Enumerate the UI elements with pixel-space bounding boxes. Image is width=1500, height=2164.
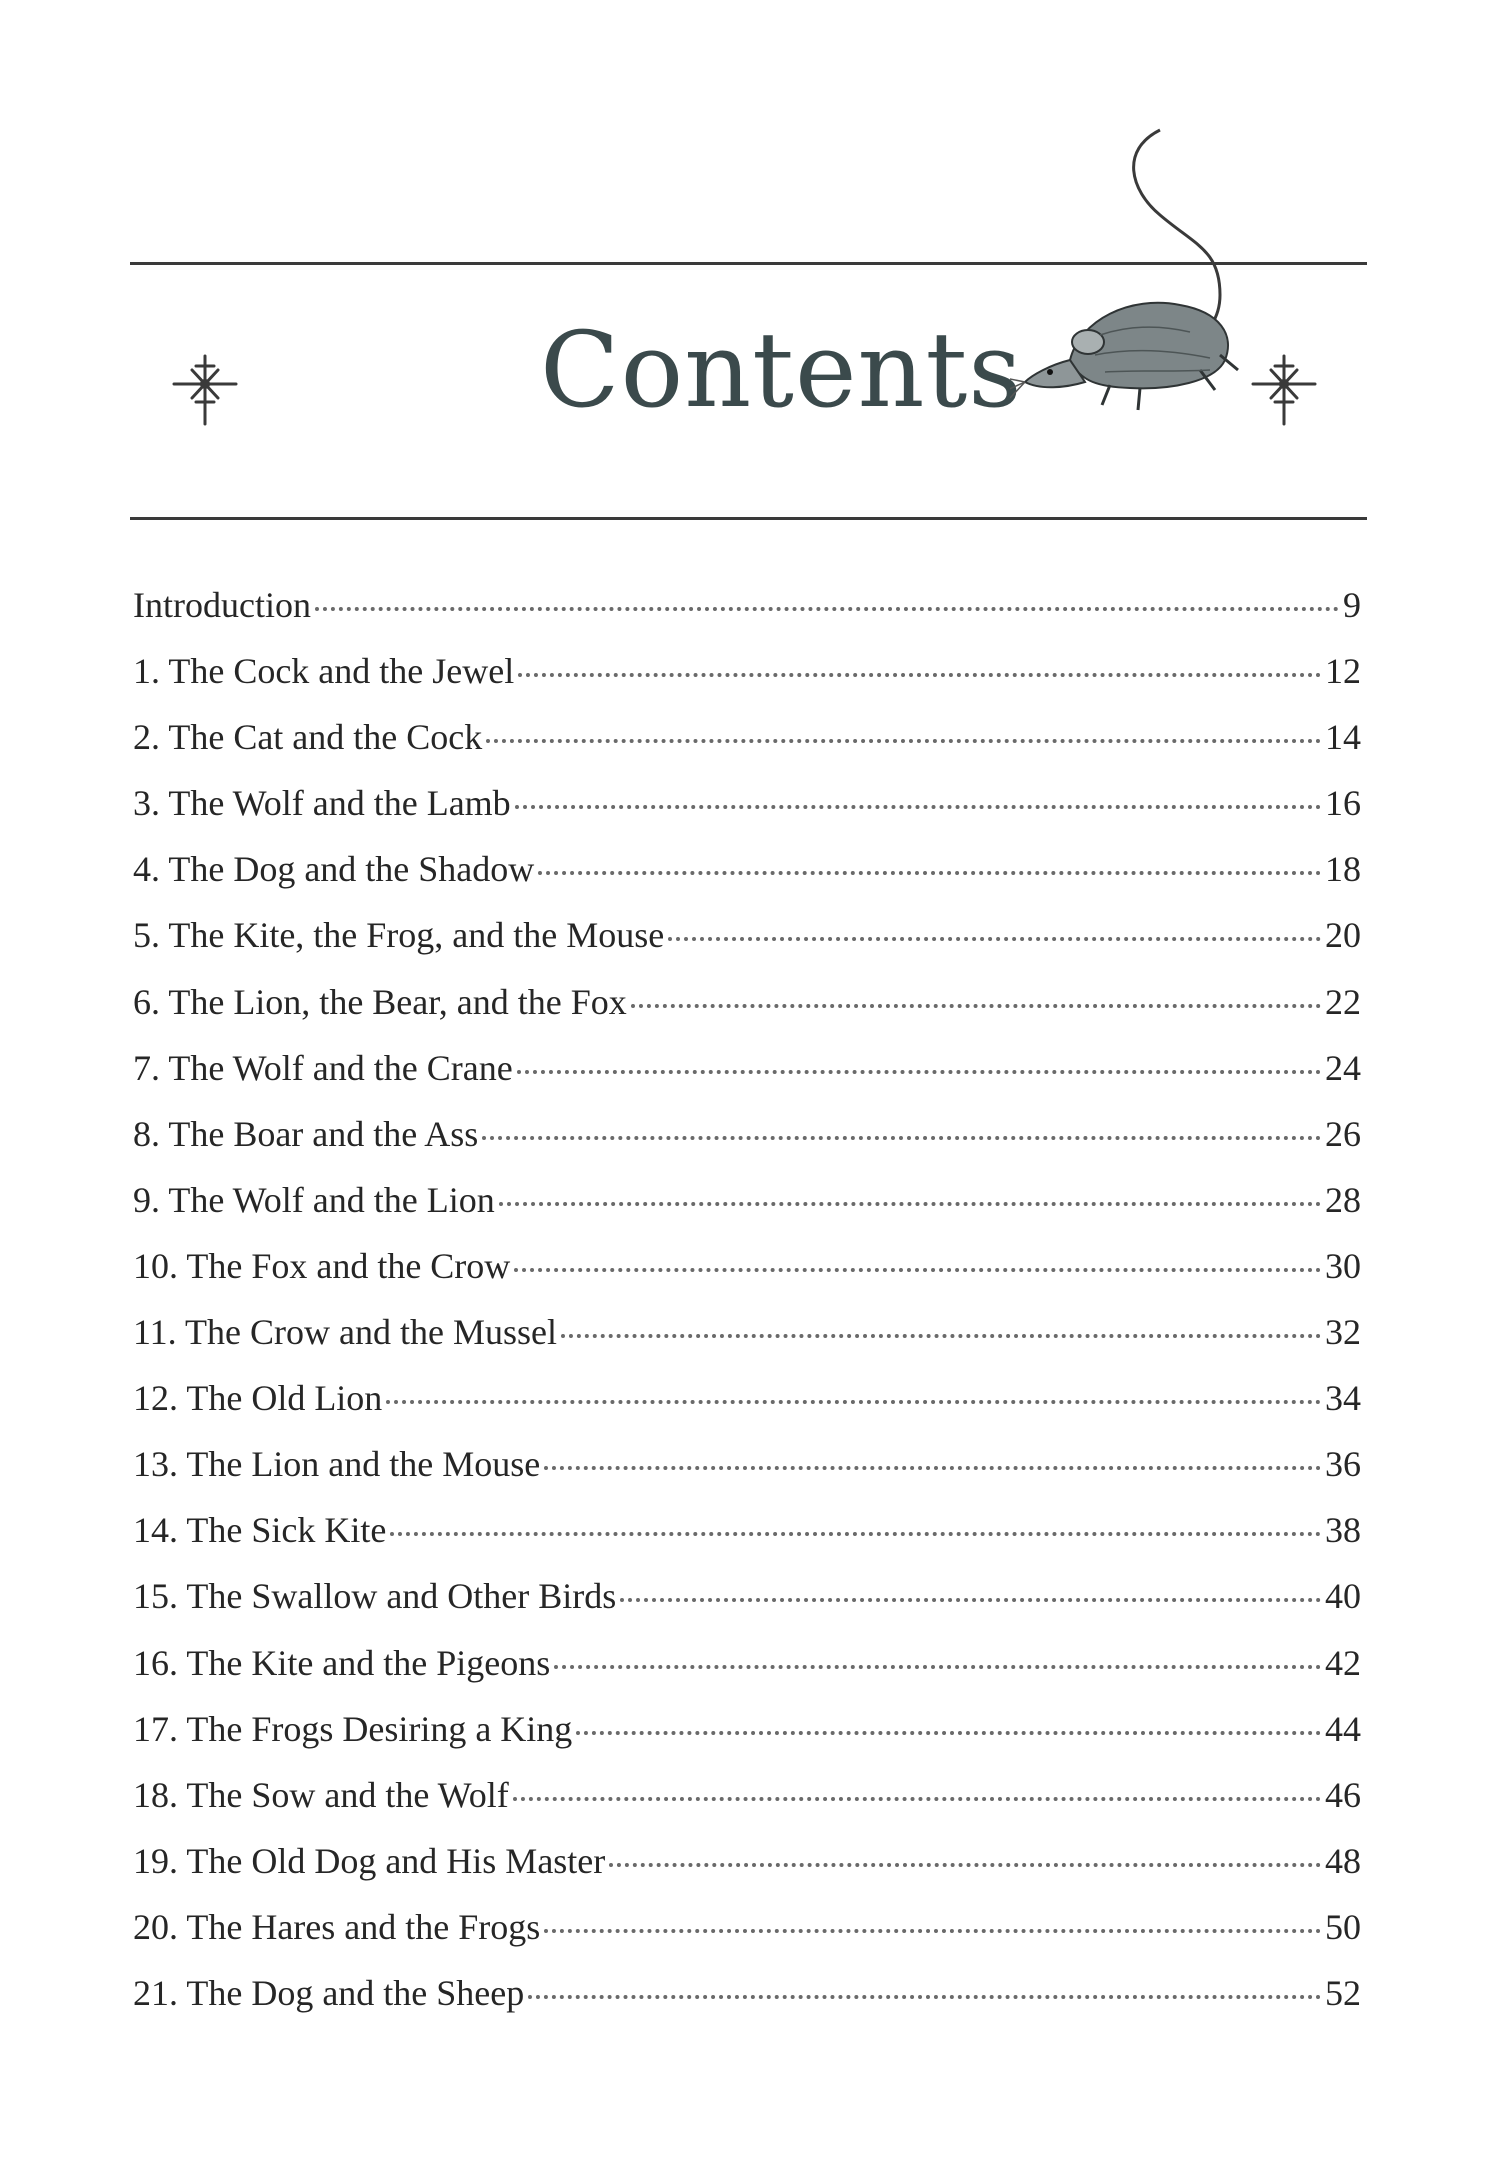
toc-entry-title: 4. The Dog and the Shadow xyxy=(133,849,535,890)
dot-leader xyxy=(515,805,1321,809)
dot-leader xyxy=(576,1731,1321,1735)
dot-leader xyxy=(486,739,1321,743)
toc-entry-title: 2. The Cat and the Cock xyxy=(133,717,483,758)
toc-entry-title: 7. The Wolf and the Crane xyxy=(133,1047,513,1088)
toc-entry[interactable] xyxy=(133,1762,1361,1828)
toc-entry[interactable] xyxy=(133,1101,1361,1167)
toc-entry-page: 50 xyxy=(1325,1906,1361,1947)
toc-entry-page: 18 xyxy=(1325,849,1361,890)
toc-entry[interactable] xyxy=(133,1894,1361,1960)
dot-leader xyxy=(528,1995,1321,1999)
dot-leader xyxy=(386,1400,1321,1404)
dot-leader xyxy=(538,871,1321,875)
toc-entry-title: 5. The Kite, the Frog, and the Mouse xyxy=(133,915,665,956)
toc-entry[interactable] xyxy=(133,1563,1361,1629)
dot-leader xyxy=(315,607,1339,611)
toc-entry-title: 1. The Cock and the Jewel xyxy=(133,651,515,692)
toc-entry-page: 42 xyxy=(1325,1642,1361,1683)
toc-entry[interactable] xyxy=(133,1696,1361,1762)
toc-entry[interactable] xyxy=(133,1497,1361,1563)
toc-entry[interactable] xyxy=(133,1035,1361,1101)
toc-entry[interactable] xyxy=(133,704,1361,770)
toc-entry-title: 8. The Boar and the Ass xyxy=(133,1113,479,1154)
toc-entry[interactable] xyxy=(133,572,1361,638)
dot-leader xyxy=(668,937,1321,941)
page-title: Contents xyxy=(540,309,1023,431)
dot-leader xyxy=(609,1863,1321,1867)
toc-entry[interactable] xyxy=(133,1960,1361,2026)
toc-entry-page: 30 xyxy=(1325,1245,1361,1286)
dot-leader xyxy=(561,1334,1321,1338)
toc-entry[interactable] xyxy=(133,1233,1361,1299)
toc-entry-page: 12 xyxy=(1325,651,1361,692)
toc-entry[interactable] xyxy=(133,902,1361,968)
toc-entry-title: 15. The Swallow and Other Birds xyxy=(133,1576,617,1617)
toc-entry[interactable] xyxy=(133,1167,1361,1233)
toc-entry-title: 6. The Lion, the Bear, and the Fox xyxy=(133,981,627,1022)
dot-leader xyxy=(513,1797,1321,1801)
toc-entry-page: 32 xyxy=(1325,1312,1361,1353)
toc-entry-page: 48 xyxy=(1325,1840,1361,1881)
toc-entry-title: 18. The Sow and the Wolf xyxy=(133,1774,509,1815)
toc-entry-page: 52 xyxy=(1325,1972,1361,2013)
toc-entry-title: 17. The Frogs Desiring a King xyxy=(133,1708,573,1749)
toc-entry-page: 28 xyxy=(1325,1179,1361,1220)
toc-entry-page: 20 xyxy=(1325,915,1361,956)
dot-leader xyxy=(620,1598,1321,1602)
dot-leader xyxy=(482,1136,1321,1140)
toc-entry-title: 12. The Old Lion xyxy=(133,1378,383,1419)
toc-entry-page: 26 xyxy=(1325,1113,1361,1154)
toc-entry-title: Introduction xyxy=(133,585,311,625)
toc-entry[interactable] xyxy=(133,638,1361,704)
toc-entry-title: 16. The Kite and the Pigeons xyxy=(133,1642,551,1683)
toc-entry-page: 36 xyxy=(1325,1444,1361,1485)
dot-leader xyxy=(514,1268,1321,1272)
toc-entry-page: 22 xyxy=(1325,981,1361,1022)
dot-leader xyxy=(554,1665,1321,1669)
toc-entry[interactable] xyxy=(133,770,1361,836)
table-of-contents xyxy=(133,572,1361,2026)
toc-entry[interactable] xyxy=(133,836,1361,902)
bottom-rule xyxy=(130,517,1367,520)
dot-leader xyxy=(518,673,1321,677)
toc-entry[interactable] xyxy=(133,1630,1361,1696)
asterisk-flourish-icon xyxy=(1249,350,1319,430)
dot-leader xyxy=(499,1202,1321,1206)
toc-entry-page: 34 xyxy=(1325,1378,1361,1419)
toc-entry-page: 38 xyxy=(1325,1510,1361,1551)
toc-entry-page: 14 xyxy=(1325,717,1361,758)
toc-entry[interactable] xyxy=(133,1828,1361,1894)
toc-entry[interactable] xyxy=(133,1431,1361,1497)
mouse-illustration xyxy=(1010,120,1270,430)
toc-entry-title: 10. The Fox and the Crow xyxy=(133,1245,511,1286)
toc-entry-title: 3. The Wolf and the Lamb xyxy=(133,783,511,824)
asterisk-flourish-icon xyxy=(170,350,240,430)
toc-entry-page: 46 xyxy=(1325,1774,1361,1815)
toc-entry[interactable] xyxy=(133,969,1361,1035)
toc-entry-title: 13. The Lion and the Mouse xyxy=(133,1444,541,1485)
toc-entry-title: 14. The Sick Kite xyxy=(133,1510,387,1551)
toc-entry-page: 9 xyxy=(1343,585,1361,625)
dot-leader xyxy=(544,1929,1321,1933)
toc-entry-page: 24 xyxy=(1325,1047,1361,1088)
toc-entry-page: 44 xyxy=(1325,1708,1361,1749)
toc-entry[interactable] xyxy=(133,1365,1361,1431)
dot-leader xyxy=(517,1070,1321,1074)
toc-entry[interactable] xyxy=(133,1299,1361,1365)
toc-entry-title: 19. The Old Dog and His Master xyxy=(133,1840,606,1881)
toc-entry-title: 20. The Hares and the Frogs xyxy=(133,1906,541,1947)
dot-leader xyxy=(631,1004,1321,1008)
toc-entry-page: 40 xyxy=(1325,1576,1361,1617)
toc-entry-title: 9. The Wolf and the Lion xyxy=(133,1179,495,1220)
toc-entry-page: 16 xyxy=(1325,783,1361,824)
toc-entry-title: 21. The Dog and the Sheep xyxy=(133,1972,525,2013)
toc-entry-title: 11. The Crow and the Mussel xyxy=(133,1312,557,1353)
dot-leader xyxy=(390,1532,1321,1536)
dot-leader xyxy=(544,1466,1321,1470)
